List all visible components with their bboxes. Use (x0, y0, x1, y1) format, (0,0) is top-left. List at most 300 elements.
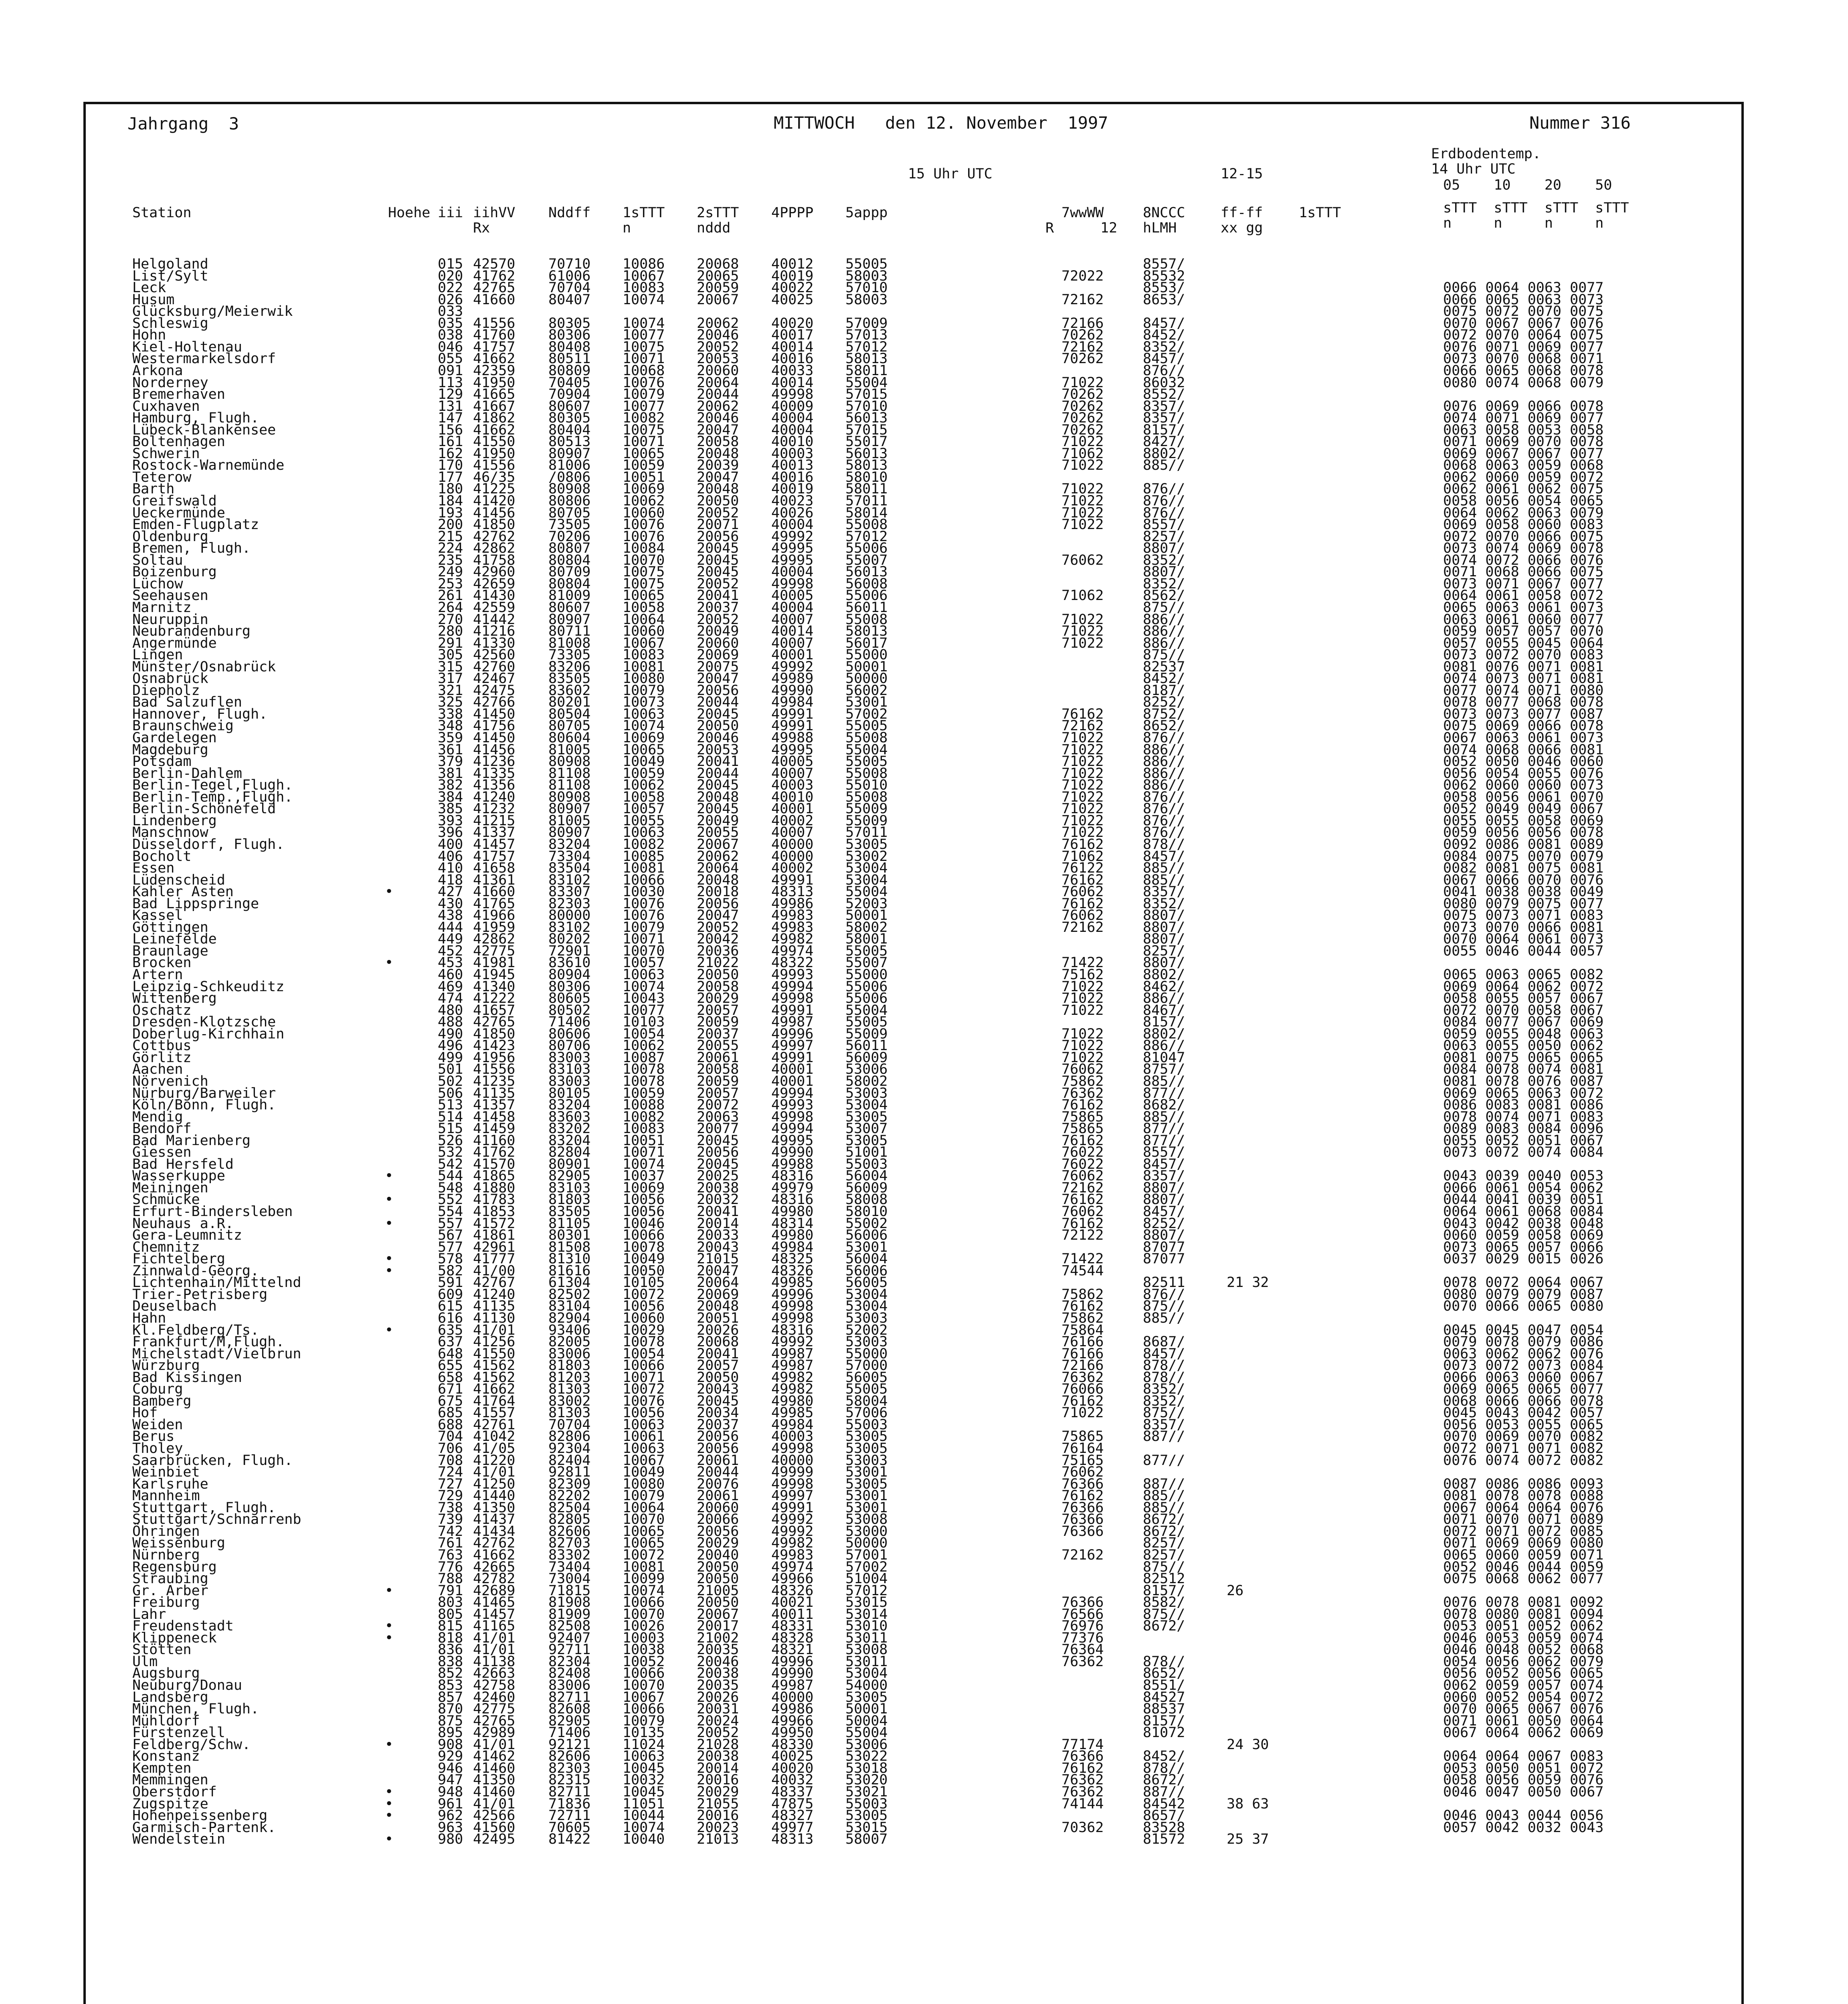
cell-nccc: 8682/ (1143, 1097, 1185, 1113)
cell-iihvv: 41458 (473, 1109, 516, 1125)
cell-nccc: 876// (1143, 801, 1185, 817)
station-name: Giessen (132, 1144, 192, 1161)
cell-nccc: 82512 (1143, 1571, 1185, 1587)
cell-wwww: 72162 (1061, 339, 1104, 355)
cell-tttt1: 10088 (623, 1097, 665, 1113)
cell-tttt1: 10071 (623, 1144, 665, 1161)
cell-pppp: 49999 (771, 1464, 814, 1481)
cell-appp: 53004 (845, 872, 888, 888)
cell-iihvv: 42665 (473, 1559, 516, 1575)
cell-iii: 501 (438, 1061, 463, 1078)
station-name: Ulm (132, 1653, 158, 1670)
cell-pppp: 40004 (771, 599, 814, 616)
cell-pppp: 49991 (771, 1049, 814, 1066)
cell-appp: 53008 (845, 1511, 888, 1528)
cell-appp: 55000 (845, 647, 888, 663)
cell-tttt1: 10049 (623, 754, 665, 770)
cell-wwww: 72162 (1061, 718, 1104, 734)
cell-wwww: 71022 (1061, 434, 1104, 450)
cell-nddff: 80000 (548, 907, 591, 924)
cell-tttt1: 10063 (623, 706, 665, 722)
cell-pppp: 49974 (771, 1559, 814, 1575)
cell-tttt1: 10057 (623, 955, 665, 971)
cell-nccc: 885// (1143, 872, 1185, 888)
cell-iii: 162 (438, 445, 463, 462)
cell-tttt2: 20023 (697, 1819, 739, 1836)
cell-pppp: 40007 (771, 765, 814, 782)
cell-tttt1: 10082 (623, 836, 665, 853)
cell-tttt2: 20029 (697, 1535, 739, 1551)
cell-tttt2: 20037 (697, 1416, 739, 1433)
cell-wwww: 76362 (1061, 1772, 1104, 1788)
col-iihvv: iihVV (473, 205, 516, 221)
cell-tttt1: 10062 (623, 1038, 665, 1054)
cell-wwww: 76366 (1061, 1499, 1104, 1516)
cell-iii: 582 (438, 1263, 463, 1279)
cell-iii: 427 (438, 884, 463, 900)
cell-nddff: 83504 (548, 860, 591, 877)
cell-pppp: 49985 (771, 1405, 814, 1421)
cell-soil: 0058 0056 0054 0065 (1443, 493, 1604, 509)
cell-nddff: 80306 (548, 978, 591, 995)
cell-nccc: 878// (1143, 836, 1185, 853)
cell-iii: 147 (438, 410, 463, 426)
cell-soil: 0062 0061 0062 0075 (1443, 481, 1604, 497)
cell-nddff: 82806 (548, 1428, 591, 1445)
cell-iii: 818 (438, 1630, 463, 1646)
cell-appp: 53004 (845, 1665, 888, 1682)
cell-iihvv: 41764 (473, 1393, 516, 1409)
cell-iii: 729 (438, 1488, 463, 1504)
cell-iii: 853 (438, 1677, 463, 1693)
cell-pppp: 40014 (771, 374, 814, 391)
cell-nddff: 80709 (548, 564, 591, 580)
cell-iihvv: 41335 (473, 765, 516, 782)
cell-iii: 253 (438, 576, 463, 592)
cell-tttt1: 10072 (623, 1381, 665, 1398)
cell-iii: 193 (438, 505, 463, 521)
cell-iihvv: 41215 (473, 812, 516, 829)
cell-tttt2: 20062 (697, 398, 739, 414)
cell-tttt2: 20031 (697, 1701, 739, 1717)
cell-nddff: 73505 (548, 517, 591, 533)
cell-appp: 55004 (845, 741, 888, 758)
cell-pppp: 40021 (771, 1594, 814, 1611)
cell-tttt1: 10072 (623, 1286, 665, 1303)
cell-iihvv: 41356 (473, 777, 516, 794)
cell-pppp: 40007 (771, 611, 814, 628)
cell-tttt2: 20050 (697, 967, 739, 983)
cell-appp: 53022 (845, 1748, 888, 1765)
cell-nddff: 61304 (548, 1275, 591, 1291)
cell-wwww: 76162 (1061, 1215, 1104, 1232)
cell-iii: 727 (438, 1476, 463, 1492)
cell-iii: 788 (438, 1571, 463, 1587)
cell-nccc: 85532 (1143, 268, 1185, 284)
cell-nccc: 81047 (1143, 1049, 1185, 1066)
cell-soil: 0092 0086 0081 0089 (1443, 836, 1604, 853)
cell-tttt2: 20029 (697, 1784, 739, 1800)
cell-tttt2: 20037 (697, 599, 739, 616)
cell-iihvv: 41420 (473, 493, 516, 509)
station-name: Doberlug-Kirchhain (132, 1026, 285, 1042)
cell-wwww: 71022 (1061, 990, 1104, 1007)
cell-tttt1: 10099 (623, 1571, 665, 1587)
cell-wwww: 76022 (1061, 1156, 1104, 1172)
cell-appp: 56004 (845, 1251, 888, 1267)
cell-iihvv: 41165 (473, 1618, 516, 1634)
cell-iii: 502 (438, 1073, 463, 1089)
cell-appp: 53001 (845, 694, 888, 711)
cell-iihvv: 41430 (473, 588, 516, 604)
cell-tttt2: 20041 (697, 1345, 739, 1362)
cell-tttt2: 21022 (697, 955, 739, 971)
cell-nddff: 80305 (548, 315, 591, 331)
cell-nddff: 81303 (548, 1381, 591, 1398)
cell-pppp: 49996 (771, 1653, 814, 1670)
cell-pppp: 47875 (771, 1796, 814, 1812)
cell-tttt1: 10052 (623, 1653, 665, 1670)
cell-wwww: 76162 (1061, 836, 1104, 853)
cell-iii: 396 (438, 824, 463, 841)
cell-appp: 53011 (845, 1653, 888, 1670)
station-name: Norderney (132, 374, 208, 391)
cell-iihvv: 42467 (473, 671, 516, 687)
cell-nddff: 80806 (548, 493, 591, 509)
cell-pppp: 40004 (771, 517, 814, 533)
cell-soil: 0062 0060 0060 0073 (1443, 777, 1604, 794)
cell-iihvv: 42775 (473, 943, 516, 959)
cell-iii: 325 (438, 694, 463, 711)
cell-tttt2: 20052 (697, 339, 739, 355)
cell-appp: 53002 (845, 848, 888, 865)
cell-iihvv: 41/01 (473, 1630, 516, 1646)
cell-appp: 56006 (845, 1227, 888, 1244)
cell-nccc: 8672/ (1143, 1772, 1185, 1788)
cell-iii: 870 (438, 1701, 463, 1717)
station-name: Bad Salzuflen (132, 694, 242, 711)
cell-nddff: 81008 (548, 635, 591, 651)
station-name: Rostock-Warnemünde (132, 457, 285, 474)
cell-iii: 578 (438, 1251, 463, 1267)
cell-tttt2: 20014 (697, 1215, 739, 1232)
cell-nccc: 8802/ (1143, 967, 1185, 983)
cell-iihvv: 41556 (473, 315, 516, 331)
station-name: Mendig (132, 1109, 183, 1125)
cell-wwww: 76022 (1061, 1144, 1104, 1161)
cell-pppp: 40014 (771, 339, 814, 355)
cell-pppp: 49983 (771, 919, 814, 935)
cell-tttt1: 10065 (623, 1535, 665, 1551)
cell-nccc: 8257/ (1143, 943, 1185, 959)
cell-iihvv: 42689 (473, 1582, 516, 1599)
station-name: Boltenhagen (132, 434, 225, 450)
cell-wwww: 77376 (1061, 1630, 1104, 1646)
cell-iihvv: 41236 (473, 754, 516, 770)
cell-soil: 0082 0081 0075 0081 (1443, 860, 1604, 877)
col-ffff: ff-ff (1221, 205, 1263, 221)
cell-pppp: 49983 (771, 1547, 814, 1563)
cell-tttt2: 20061 (697, 1452, 739, 1469)
cell-nddff: 80201 (548, 694, 591, 711)
cell-nccc: 8672/ (1143, 1523, 1185, 1539)
cell-soil: 0081 0075 0065 0065 (1443, 1049, 1604, 1066)
cell-tttt1: 10075 (623, 422, 665, 438)
cell-nddff: 82408 (548, 1665, 591, 1682)
station-name: Lüdenscheid (132, 872, 225, 888)
cell-nddff: 83602 (548, 682, 591, 699)
cell-appp: 58011 (845, 362, 888, 379)
station-name: Erfurt-Bindersleben (132, 1204, 293, 1220)
cell-pppp: 40001 (771, 647, 814, 663)
cell-soil: 0057 0055 0045 0064 (1443, 635, 1604, 651)
cell-iihvv: 41/00 (473, 1263, 516, 1279)
cell-tttt1: 10075 (623, 339, 665, 355)
cell-nddff: 92407 (548, 1630, 591, 1646)
cell-appp: 53014 (845, 1606, 888, 1622)
station-name: Lingen (132, 647, 183, 663)
cell-appp: 58002 (845, 919, 888, 935)
cell-appp: 55006 (845, 990, 888, 1007)
cell-tttt1: 10062 (623, 777, 665, 794)
cell-ffff: 24 30 (1227, 1736, 1269, 1753)
cell-tttt2: 20059 (697, 1014, 739, 1030)
cell-appp: 58013 (845, 351, 888, 367)
cell-iihvv: 41256 (473, 1334, 516, 1350)
cell-appp: 58007 (845, 1831, 888, 1848)
cell-iii: 962 (438, 1808, 463, 1824)
cell-tttt2: 20045 (697, 706, 739, 722)
cell-tttt2: 20045 (697, 801, 739, 817)
cell-tttt1: 10003 (623, 1630, 665, 1646)
cell-wwww: 71022 (1061, 505, 1104, 521)
cell-tttt2: 20071 (697, 517, 739, 533)
cell-tttt2: 20077 (697, 1121, 739, 1137)
col-nddff: Nddff (548, 205, 591, 221)
cell-tttt1: 10067 (623, 1689, 665, 1705)
cell-nccc: 8652/ (1143, 718, 1185, 734)
cell-iii: 348 (438, 718, 463, 734)
cell-iihvv: 41130 (473, 1310, 516, 1326)
cell-iihvv: 41572 (473, 1215, 516, 1232)
cell-tttt1: 10067 (623, 1452, 665, 1469)
station-name: Bremen, Flugh. (132, 540, 251, 557)
cell-soil: 0064 0061 0068 0084 (1443, 1204, 1604, 1220)
cell-appp: 53004 (845, 1097, 888, 1113)
cell-pppp: 49992 (771, 1523, 814, 1539)
cell-tttt2: 20047 (697, 907, 739, 924)
cell-soil: 0058 0056 0059 0076 (1443, 1772, 1604, 1788)
cell-pppp: 40010 (771, 789, 814, 805)
cell-iii: 035 (438, 315, 463, 331)
cell-pppp: 49993 (771, 1097, 814, 1113)
cell-nccc: 8252/ (1143, 694, 1185, 711)
cell-iii: 430 (438, 895, 463, 912)
cell-iihvv: 41160 (473, 1132, 516, 1149)
cell-ffff: 25 37 (1227, 1831, 1269, 1848)
cell-iihvv: 41042 (473, 1428, 516, 1445)
cell-soil: 0072 0070 0064 0075 (1443, 327, 1604, 343)
cell-nccc: 886// (1143, 1038, 1185, 1054)
cell-soil: 0072 0071 0072 0085 (1443, 1523, 1604, 1539)
soil-temp-title: Erdbodentemp. (1431, 146, 1541, 162)
cell-nddff: 73305 (548, 647, 591, 663)
cell-nddff: 71815 (548, 1582, 591, 1599)
cell-iii: 379 (438, 754, 463, 770)
cell-iii: 637 (438, 1334, 463, 1350)
cell-iihvv: 41981 (473, 955, 516, 971)
cell-iii: 033 (438, 303, 463, 320)
cell-iihvv: 41756 (473, 718, 516, 734)
cell-pppp: 49988 (771, 1156, 814, 1172)
cell-appp: 55006 (845, 978, 888, 995)
cell-tttt1: 10079 (623, 1713, 665, 1729)
cell-pppp: 40020 (771, 315, 814, 331)
cell-nddff: 70405 (548, 374, 591, 391)
cell-appp: 50001 (845, 1701, 888, 1717)
cell-pppp: 48326 (771, 1582, 814, 1599)
station-name: Lichtenhain/Mittelnd (132, 1275, 301, 1291)
cell-appp: 57009 (845, 315, 888, 331)
col-12: 12 (1100, 220, 1118, 236)
cell-nddff: 80705 (548, 505, 591, 521)
cell-appp: 55005 (845, 1014, 888, 1030)
cell-nccc: 8157/ (1143, 1713, 1185, 1729)
cell-nccc: 8757/ (1143, 1061, 1185, 1078)
station-name: Oberstdorf (132, 1784, 217, 1800)
cell-tttt2: 20047 (697, 469, 739, 485)
cell-nccc: 875// (1143, 647, 1185, 663)
cell-iii: 947 (438, 1772, 463, 1788)
cell-nddff: 92711 (548, 1642, 591, 1658)
cell-tttt1: 11024 (623, 1736, 665, 1753)
cell-iihvv: 41861 (473, 1227, 516, 1244)
cell-iii: 406 (438, 848, 463, 865)
cell-nccc: 81572 (1143, 1831, 1185, 1848)
station-name: Köln/Bonn, Flugh. (132, 1097, 276, 1113)
cell-tttt2: 20029 (697, 990, 739, 1007)
cell-nddff: 83202 (548, 1121, 591, 1137)
cell-pppp: 48330 (771, 1736, 814, 1753)
cell-iihvv: 42762 (473, 1535, 516, 1551)
cell-nccc: 878// (1143, 1358, 1185, 1374)
cell-wwww: 76062 (1061, 1204, 1104, 1220)
cell-appp: 56017 (845, 635, 888, 651)
cell-nccc: 8427/ (1143, 434, 1185, 450)
cell-mark: • (385, 1322, 394, 1338)
cell-tttt2: 20032 (697, 1192, 739, 1208)
cell-pppp: 49994 (771, 1121, 814, 1137)
cell-iihvv: 41340 (473, 978, 516, 995)
cell-nddff: 82508 (548, 1618, 591, 1634)
station-name: Freiburg (132, 1594, 200, 1611)
cell-soil: 0037 0029 0015 0026 (1443, 1251, 1604, 1267)
cell-nddff: 83610 (548, 955, 591, 971)
cell-iihvv: 41456 (473, 741, 516, 758)
cell-wwww: 75865 (1061, 1109, 1104, 1125)
cell-nddff: 83104 (548, 1298, 591, 1315)
cell-pppp: 49998 (771, 1310, 814, 1326)
date-label: MITTWOCH den 12. November 1997 (774, 113, 1108, 133)
cell-wwww: 71022 (1061, 801, 1104, 817)
cell-wwww: 76062 (1061, 884, 1104, 900)
cell-soil: 0070 0069 0070 0082 (1443, 1428, 1604, 1445)
cell-soil: 0073 0071 0067 0077 (1443, 576, 1604, 592)
station-name: Meiningen (132, 1180, 208, 1196)
cell-pppp: 49991 (771, 872, 814, 888)
cell-soil: 0062 0059 0057 0074 (1443, 1677, 1604, 1693)
station-name: Lindenberg (132, 812, 217, 829)
cell-iii: 514 (438, 1109, 463, 1125)
cell-appp: 55008 (845, 611, 888, 628)
station-name: Hohenpeissenberg (132, 1808, 268, 1824)
cell-wwww: 72162 (1061, 919, 1104, 935)
cell-wwww: 71022 (1061, 765, 1104, 782)
cell-soil: 0078 0074 0071 0083 (1443, 1109, 1604, 1125)
cell-tttt1: 10061 (623, 1428, 665, 1445)
station-name: Neuruppin (132, 611, 208, 628)
cell-appp: 53010 (845, 1618, 888, 1634)
cell-tttt2: 21015 (697, 1251, 739, 1267)
cell-nccc: 8352/ (1143, 895, 1185, 912)
cell-soil: 0081 0076 0071 0081 (1443, 659, 1604, 675)
cell-pppp: 49998 (771, 1440, 814, 1457)
cell-iii: 235 (438, 552, 463, 568)
cell-tttt1: 10056 (623, 1192, 665, 1208)
cell-wwww: 71022 (1061, 623, 1104, 640)
cell-iii: 708 (438, 1452, 463, 1469)
cell-wwww: 71022 (1061, 635, 1104, 651)
station-name: Teterow (132, 469, 192, 485)
cell-nccc: 878// (1143, 1653, 1185, 1670)
cell-tttt2: 20060 (697, 362, 739, 379)
cell-soil: 0072 0070 0066 0075 (1443, 528, 1604, 545)
station-name: Kassel (132, 907, 183, 924)
cell-soil: 0071 0070 0071 0089 (1443, 1511, 1604, 1528)
cell-tttt1: 10086 (623, 256, 665, 272)
cell-iihvv: 41240 (473, 789, 516, 805)
cell-iihvv: 41350 (473, 1499, 516, 1516)
col-r: R (1045, 220, 1054, 236)
station-name: Bad Hersfeld (132, 1156, 234, 1172)
cell-nddff: 80908 (548, 754, 591, 770)
cell-pppp: 48328 (771, 1630, 814, 1646)
cell-tttt1: 10051 (623, 1132, 665, 1149)
cell-soil: 0059 0057 0057 0070 (1443, 623, 1604, 640)
cell-soil: 0086 0083 0081 0086 (1443, 1097, 1604, 1113)
cell-iii: 875 (438, 1713, 463, 1729)
cell-nddff: 81803 (548, 1358, 591, 1374)
cell-appp: 53004 (845, 1286, 888, 1303)
cell-iihvv: 42862 (473, 931, 516, 947)
cell-wwww: 72162 (1061, 1547, 1104, 1563)
utc15-header: 15 Uhr UTC (908, 166, 993, 182)
cell-nddff: 82502 (548, 1286, 591, 1303)
cell-iii: 444 (438, 919, 463, 935)
cell-appp: 56004 (845, 1168, 888, 1184)
cell-nddff: 80907 (548, 445, 591, 462)
cell-tttt1: 10057 (623, 801, 665, 817)
cell-appp: 53005 (845, 836, 888, 853)
cell-iii: 658 (438, 1369, 463, 1386)
station-name: Kl.Feldberg/Ts. (132, 1322, 259, 1338)
cell-appp: 55005 (845, 1381, 888, 1398)
cell-pppp: 48325 (771, 1251, 814, 1267)
cell-tttt2: 21013 (697, 1831, 739, 1848)
cell-nddff: 70206 (548, 528, 591, 545)
col-station: Station (132, 205, 192, 221)
cell-nccc: 877// (1143, 1121, 1185, 1137)
